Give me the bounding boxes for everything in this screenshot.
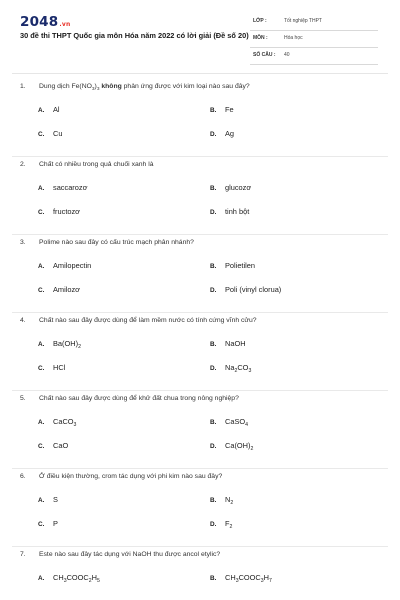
question-number: 6. [20,473,26,480]
option-c[interactable]: C. Amilozơ [38,285,81,294]
option-d[interactable]: D. $Na_2CO_3$ [210,363,252,374]
option-d[interactable]: D. Poli (vinyl clorua) [210,285,282,294]
option-d[interactable]: D. $F_2$ [210,519,233,530]
option-c[interactable]: C. P [38,519,58,528]
exam-info-table [250,14,378,65]
question-text: 7. Este nào sau đây tác dụng với NaOH thu được ancol etylic? [20,551,221,558]
option-d[interactable]: D. tinh bột [210,207,250,216]
option-a[interactable]: A. $CH_3COOC_2H_5$ [38,573,100,584]
option-b[interactable]: B. Polietilen [210,261,255,270]
question-text: 5. Chất nào sau đây được dùng để khử đất chua trong nông nghiệp? [20,395,239,402]
question-number: 4. [20,317,26,324]
option-c[interactable]: C. Cu [38,129,63,138]
option-d[interactable]: D. Ag [210,129,235,138]
option-a[interactable]: A. $Ba(OH)_2$ [38,339,81,350]
option-b[interactable]: B. Fe [210,105,234,114]
question-list [0,79,400,600]
option-c[interactable]: C. HCl [38,363,66,372]
document-title: 30 đề thi THPT Quốc gia môn Hóa năm 2022 có lời giải (Đề số 20) [20,31,249,40]
question-number: 2. [20,161,26,168]
option-a[interactable]: A. Al [38,105,60,114]
meta-key: LỚP : [253,18,267,24]
question-3 [0,235,400,313]
question-6 [0,469,400,547]
meta-key: SỐ CÂU : [253,52,276,58]
question-text: 3. Polime nào sau đây có cấu trúc mạch phân nhánh? [20,239,194,246]
question-number: 7. [20,551,26,558]
option-b[interactable]: B. glucozơ [210,183,252,192]
question-number: 5. [20,395,26,402]
meta-row-class [250,14,378,31]
document-header [0,0,400,76]
option-d[interactable]: D. $Ca(OH)_2$ [210,441,254,452]
option-b[interactable]: B. $CH_3COOC_3H_7$ [210,573,272,584]
option-b[interactable]: B. NaOH [210,339,246,348]
option-a[interactable]: A. Amilopectin [38,261,92,270]
question-text: 2. Chất có nhiều trong quả chuối xanh là [20,161,154,168]
meta-value: Hóa học [284,35,303,41]
meta-row-subject [250,31,378,48]
site-logo[interactable]: 2048.vn [20,14,71,30]
option-a[interactable]: A. saccarozơ [38,183,88,192]
question-2 [0,157,400,235]
question-1 [0,79,400,157]
question-number: 3. [20,239,26,246]
option-b[interactable]: B. CaSO$_4$ [210,417,249,428]
question-text: 4. Chất nào sau đây được dùng để làm mềm nước có tính cứng vĩnh cửu? [20,317,257,324]
meta-value: 40 [284,52,290,58]
meta-row-question-count [250,48,378,65]
option-c[interactable]: C. CaO [38,441,69,450]
question-number: 1. [20,83,26,90]
option-b[interactable]: B. $N_2$ [210,495,234,506]
header-divider [12,73,388,74]
question-7 [0,547,400,600]
option-a[interactable]: A. CaCO$_3$ [38,417,77,428]
meta-key: MÔN : [253,35,268,41]
question-text: 6. Ở điều kiện thường, crom tác dụng với phi kim nào sau đây? [20,473,223,480]
question-text: 1. Dung dịch $Fe(NO_3)_3$ không phản ứng được với kim loại nào sau đây? [20,83,250,92]
question-4 [0,313,400,391]
option-a[interactable]: A. S [38,495,58,504]
option-c[interactable]: C. fructozơ [38,207,81,216]
question-5 [0,391,400,469]
meta-value: Tốt nghiệp THPT [284,18,322,24]
